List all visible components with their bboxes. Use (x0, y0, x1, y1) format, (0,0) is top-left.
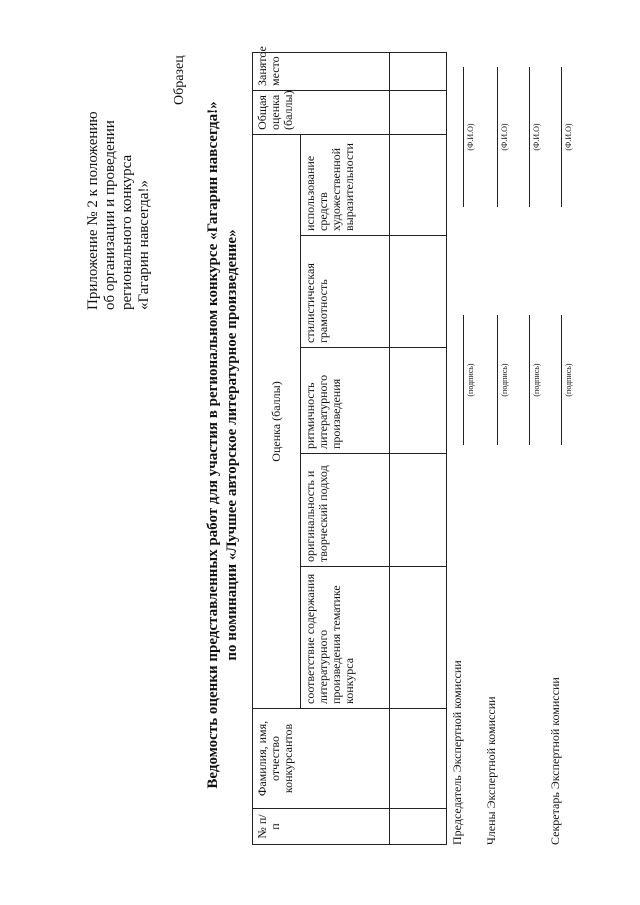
header-criterion: ритмичность литературного произведения (301, 348, 389, 454)
header-criterion: использование средств художественной выразительности (301, 134, 389, 235)
header-criterion: оригинальность и творческий подход (301, 454, 389, 567)
signature-hint: (подпись) (466, 363, 475, 397)
document-title (204, 45, 242, 845)
appendix-line: об организации и проведении (102, 120, 118, 310)
appendix-line: «Гагарин навсегда!» (136, 180, 152, 310)
header-name: Фамилия, имя, отчество конкурсантов (253, 709, 390, 809)
name-line (561, 67, 562, 207)
signature-row-chairman (450, 45, 475, 845)
signature-line (463, 315, 464, 445)
header-criterion: стилистическая грамотность (301, 236, 389, 348)
empty-cell (389, 567, 446, 709)
signature-row-secretary (548, 45, 573, 845)
signature-hint: (подпись) (500, 363, 509, 397)
header-place: Занятое место (253, 52, 390, 90)
evaluation-table (252, 46, 447, 845)
appendix-line: Приложение № 2 к положению (85, 111, 101, 310)
signature-line (529, 315, 530, 445)
header-number: № п/п (253, 809, 390, 845)
name-hint: (Ф.И.О) (532, 123, 541, 151)
header-criterion: соответствие содержания литературного произведения тематике конкурса (301, 567, 389, 709)
title-line: Ведомость оценки представленных работ для участия в региональном конкурсе «Гагарин навсегда!» (205, 101, 221, 789)
signature-line (497, 315, 498, 445)
header-total: Общая оценка (баллы) (253, 90, 390, 134)
name-hint: (Ф.И.О) (500, 123, 509, 151)
empty-cell (389, 454, 446, 567)
appendix-note (85, 60, 153, 310)
name-hint: (Ф.И.О) (466, 123, 475, 151)
title-line: по номинации «Лучшее авторское литературное произведение» (224, 229, 240, 661)
empty-cell (389, 348, 446, 454)
name-line (529, 67, 530, 207)
empty-cell (389, 709, 446, 809)
signature-row-member (484, 45, 509, 845)
name-line (497, 67, 498, 207)
signature-hint: (подпись) (532, 363, 541, 397)
name-line (463, 67, 464, 207)
signature-row-member (516, 45, 541, 845)
signature-label: Председатель Экспертной комиссии (450, 660, 464, 845)
name-hint: (Ф.И.О) (564, 123, 573, 151)
signature-label: Секретарь Экспертной комиссии (548, 677, 562, 845)
empty-cell (389, 236, 446, 348)
header-score-group: Оценка (баллы) (253, 134, 301, 708)
appendix-line: регионального конкурса (119, 154, 135, 310)
signature-line (561, 315, 562, 445)
signature-hint: (подпись) (564, 363, 573, 397)
empty-cell (389, 52, 446, 90)
signature-label: Члены Экспертной комиссии (484, 696, 498, 845)
empty-cell (389, 809, 446, 845)
sample-label: Образец (172, 55, 187, 105)
empty-cell (389, 134, 446, 235)
empty-cell (389, 90, 446, 134)
